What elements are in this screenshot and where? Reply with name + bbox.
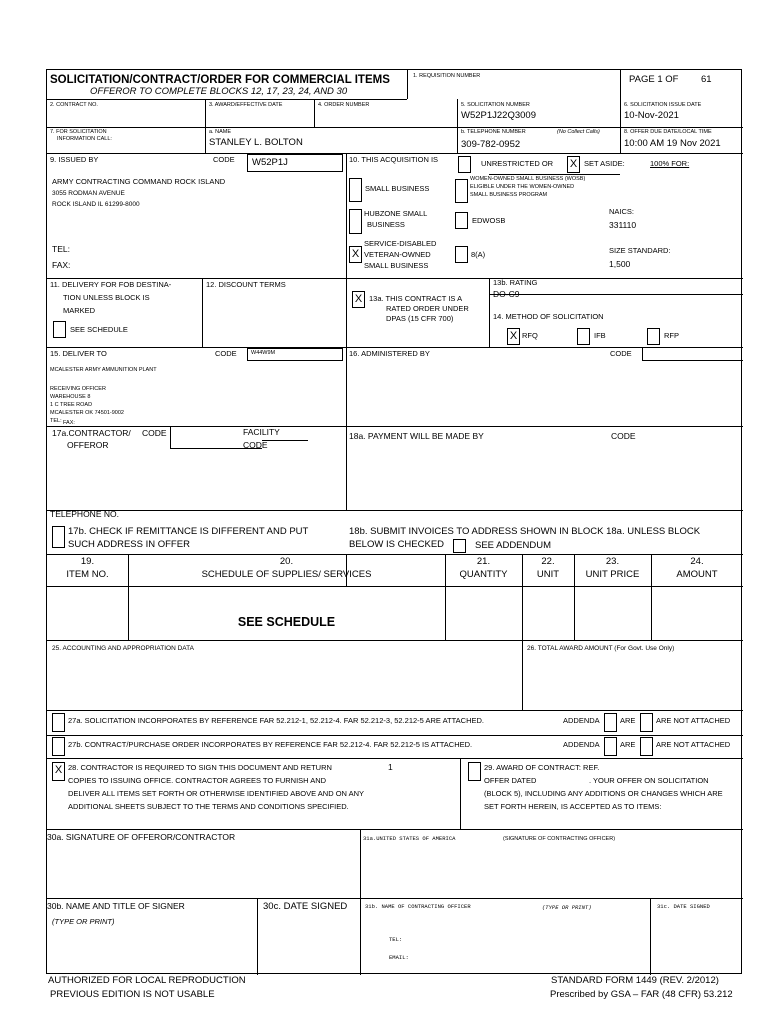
contact-telephone: 309-782-0952	[461, 139, 521, 150]
deliver-line-1: MCALESTER ARMY AMMUNITION PLANT	[50, 367, 157, 373]
col-24-number: 24.	[690, 556, 704, 567]
award-line-4: SET FORTH HEREIN, IS ACCEPTED AS TO ITEMS:	[484, 802, 662, 811]
rfp-label: RFP	[664, 331, 679, 340]
deliver-code-box	[247, 348, 343, 361]
facility-label-2: CODE	[243, 440, 268, 450]
payment-code-label: CODE	[611, 431, 636, 441]
contractor-sign-checkbox[interactable]: X	[52, 762, 65, 781]
offer-due-label: 8. OFFER DUE DATE/LOCAL TIME	[624, 129, 712, 135]
administered-by-label: 16. ADMINISTERED BY	[349, 349, 430, 358]
deliver-code: W44W9M	[251, 350, 276, 356]
sdvosb-label-3: SMALL BUSINESS	[364, 261, 429, 270]
award-line-3: (BLOCK 5), INCLUDING ANY ADDITIONS OR CHANGES WHICH ARE	[484, 789, 723, 798]
deliver-line-7: FAX:	[63, 420, 75, 426]
contact-name: STANLEY L. BOLTON	[209, 137, 303, 148]
col-21-number: 21.	[476, 556, 491, 567]
solicitation-info-label-2: INFORMATION CALL:	[57, 136, 112, 142]
contractor-sign-line-3: DELIVER ALL ITEMS SET FORTH OR OTHERWISE IDENTIFIED ABOVE AND ON ANY	[68, 789, 365, 798]
deliver-to-label: 15. DELIVER TO	[50, 349, 107, 358]
co-signature-label: (SIGNATURE OF CONTRACTING OFFICER)	[503, 836, 616, 842]
total-award-label: 26. TOTAL AWARD AMOUNT (For Govt. Use Only)	[527, 645, 675, 652]
col-schedule: SCHEDULE OF SUPPLIES/ SERVICES	[201, 569, 372, 580]
naics-label: NAICS:	[609, 207, 635, 216]
footer-previous-edition: PREVIOUS EDITION IS NOT USABLE	[50, 989, 215, 1000]
edwosb-checkbox[interactable]	[455, 212, 468, 229]
deliver-code-label: CODE	[215, 349, 237, 358]
page-label: PAGE 1 OF	[629, 74, 679, 85]
rfq-checkbox[interactable]: X	[507, 328, 520, 345]
rated-order-label-3: DPAS (15 CFR 700)	[386, 314, 454, 323]
ifb-label: IFB	[594, 331, 606, 340]
type-or-print-label-2: (TYPE OR PRINT)	[542, 904, 592, 911]
issuer-line-3: ROCK ISLAND IL 61299-8000	[52, 201, 140, 208]
issued-code-label: CODE	[213, 155, 235, 164]
solicitation-incorporates-label: 27a. SOLICITATION INCORPORATES BY REFERENCE FAR 52.212-1, 52.212-4. FAR 52.212-3, 52.212-5 ARE ATTACHED.	[68, 716, 484, 725]
rating-value: DO-C9	[493, 289, 520, 299]
contractor-sign-line-1: 28. CONTRACTOR IS REQUIRED TO SIGN THIS DOCUMENT AND RETURN	[68, 763, 332, 772]
contractor-sign-line-2: COPIES TO ISSUING OFFICE. CONTRACTOR AGREES TO FURNISH AND	[68, 776, 327, 785]
col-unit-price: UNIT PRICE	[585, 569, 640, 580]
addenda-are-label-a: ARE	[620, 716, 636, 725]
col-quantity: QUANTITY	[459, 569, 508, 580]
col-20-number: 20.	[279, 556, 294, 567]
naics-code: 331110	[609, 220, 637, 230]
remittance-label-1: 17b. CHECK IF REMITTANCE IS DIFFERENT AND PUT	[68, 526, 309, 537]
solicitation-incorporates-checkbox[interactable]	[52, 713, 65, 732]
offeror-signature-label: 30a. SIGNATURE OF OFFEROR/CONTRACTOR	[47, 832, 236, 842]
contractor-label-2: OFFEROR	[67, 440, 109, 450]
administered-code-box	[642, 347, 743, 361]
contractor-code-label: CODE	[142, 428, 167, 438]
hubzone-label-1: HUBZONE SMALL	[364, 209, 428, 218]
wosb-label-1: WOMEN-OWNED SMALL BUSINESS (WOSB)	[470, 176, 586, 182]
signer-name-label: 30b. NAME AND TITLE OF SIGNER	[47, 901, 185, 911]
small-business-checkbox[interactable]	[349, 178, 362, 202]
small-business-label: SMALL BUSINESS	[365, 184, 430, 193]
administered-code-label: CODE	[610, 349, 632, 358]
rated-order-label-2: RATED ORDER UNDER	[386, 304, 469, 313]
deliver-line-3: WAREHOUSE 8	[50, 394, 91, 400]
wosb-label-3: SMALL BUSINESS PROGRAM	[470, 192, 548, 198]
wosb-label-2: ELIGIBLE UNDER THE WOMEN-OWNED	[470, 184, 575, 190]
acquisition-label: 10. THIS ACQUISITION IS	[349, 155, 439, 164]
col-item-no: ITEM NO.	[66, 569, 109, 580]
sf1449-form	[46, 69, 742, 974]
type-or-print-label: (TYPE OR PRINT)	[52, 917, 115, 926]
contracting-officer-name-label: 31b. NAME OF CONTRACTING OFFICER	[365, 903, 471, 910]
rated-order-label-1: 13a. THIS CONTRACT IS A	[369, 294, 463, 303]
requisition-label: 1. REQUISITION NUMBER	[413, 73, 481, 79]
footer-prescribed: Prescribed by GSA – FAR (48 CFR) 53.212	[550, 989, 733, 1000]
solicitation-info-label: 7. FOR SOLICITATION	[50, 129, 107, 135]
issuer-line-2: 3055 RODMAN AVENUE	[52, 190, 125, 197]
invoice-label-2: BELOW IS CHECKED	[349, 539, 445, 550]
sdvosb-label-1: SERVICE-DISABLED	[364, 239, 437, 248]
award-date-label: 3. AWARD/EFFECTIVE DATE	[209, 102, 283, 108]
addendum-label: SEE ADDENDUM	[475, 540, 552, 551]
copies-count: 1	[388, 762, 393, 772]
edwosb-label: EDWOSB	[472, 216, 506, 225]
set-aside-checkbox[interactable]: X	[567, 156, 580, 173]
unrestricted-label: UNRESTRICTED OR	[481, 159, 554, 168]
name-label: a. NAME	[209, 129, 232, 135]
addenda-are-not-checkbox-a[interactable]	[640, 713, 653, 732]
remittance-label-2: SUCH ADDRESS IN OFFER	[68, 539, 190, 550]
delivery-label-1: 11. DELIVERY FOR FOB DESTINA-	[50, 280, 172, 289]
award-line-1: 29. AWARD OF CONTRACT: REF.	[484, 763, 600, 772]
purchase-order-incorporates-label: 27b. CONTRACT/PURCHASE ORDER INCORPORATES BY REFERENCE FAR 52.212-4. FAR 52.212-5 IS ATTACHED.	[68, 740, 473, 749]
eight-a-label: 8(A)	[471, 250, 486, 259]
remittance-checkbox[interactable]	[52, 526, 65, 548]
offer-due-date: 10:00 AM 19 Nov 2021	[624, 138, 721, 149]
rfp-checkbox[interactable]	[647, 328, 660, 345]
issue-date: 10-Nov-2021	[624, 110, 679, 121]
col-22-number: 22.	[541, 556, 555, 567]
addenda-are-checkbox-b[interactable]	[604, 737, 617, 756]
award-line-2a: OFFER DATED	[484, 776, 537, 785]
delivery-label-3: MARKED	[63, 306, 96, 315]
size-standard-label: SIZE STANDARD:	[609, 246, 671, 255]
discount-terms-label: 12. DISCOUNT TERMS	[206, 280, 286, 289]
date-signed-label: 30c. DATE SIGNED	[263, 901, 348, 912]
addenda-are-not-label-b: ARE NOT ATTACHED	[656, 740, 731, 749]
award-line-2b: . YOUR OFFER ON SOLICITATION	[589, 776, 709, 785]
see-schedule-text: SEE SCHEDULE	[237, 615, 336, 629]
wosb-checkbox[interactable]	[455, 179, 468, 203]
eight-a-checkbox[interactable]	[455, 246, 468, 263]
solicitation-number: W52P1J22Q3009	[461, 110, 536, 121]
form-subtitle: OFFEROR TO COMPLETE BLOCKS 12, 17, 23, 24, AND 30	[90, 86, 348, 97]
facility-label-1: FACILITY	[243, 427, 280, 437]
solicitation-number-label: 5. SOLICITATION NUMBER	[461, 102, 530, 108]
deliver-line-2: RECEIVING OFFICER	[50, 386, 106, 392]
addenda-are-label-b: ARE	[620, 740, 636, 749]
invoice-label-1: 18b. SUBMIT INVOICES TO ADDRESS SHOWN IN BLOCK 18a. UNLESS BLOCK	[349, 526, 701, 537]
rfq-label: RFQ	[522, 331, 538, 340]
see-schedule-checkbox[interactable]	[53, 321, 66, 338]
rating-label: 13b. RATING	[493, 278, 538, 287]
addenda-are-not-checkbox-b[interactable]	[640, 737, 653, 756]
issuer-line-1: ARMY CONTRACTING COMMAND ROCK ISLAND	[52, 177, 226, 186]
set-aside-label: SET ASIDE:	[584, 159, 625, 168]
sdvosb-checkbox[interactable]: X	[349, 246, 362, 263]
deliver-line-5: MCALESTER OK 74501-9002	[50, 410, 124, 416]
co-date-signed-label: 31c. DATE SIGNED	[657, 903, 710, 910]
payment-label: 18a. PAYMENT WILL BE MADE BY	[349, 431, 484, 441]
addenda-label-b: ADDENDA	[563, 740, 600, 749]
see-schedule-label: SEE SCHEDULE	[70, 325, 128, 334]
col-unit: UNIT	[536, 569, 560, 580]
form-title: SOLICITATION/CONTRACT/ORDER FOR COMMERCIAL ITEMS	[50, 74, 390, 86]
issue-date-label: 6. SOLICITATION ISSUE DATE	[624, 102, 702, 108]
unrestricted-checkbox[interactable]	[458, 156, 471, 173]
telephone-no-label: TELEPHONE NO.	[50, 509, 119, 519]
method-label: 14. METHOD OF SOLICITATION	[493, 312, 604, 321]
issuer-fax: FAX:	[52, 260, 71, 270]
addenda-are-checkbox-a[interactable]	[604, 713, 617, 732]
contract-no-label: 2. CONTRACT NO.	[50, 102, 98, 108]
footer-authorized: AUTHORIZED FOR LOCAL REPRODUCTION	[48, 975, 246, 986]
rated-order-checkbox[interactable]: X	[352, 291, 365, 308]
delivery-label-2: TION UNLESS BLOCK IS	[63, 293, 150, 302]
co-tel-label: TEL:	[389, 936, 403, 943]
addenda-are-not-label-a: ARE NOT ATTACHED	[656, 716, 731, 725]
addenda-label-a: ADDENDA	[563, 716, 600, 725]
hubzone-label-2: BUSINESS	[367, 220, 405, 229]
co-email-label: EMAIL:	[389, 954, 409, 961]
telephone-label: b. TELEPHONE NUMBER	[461, 129, 526, 135]
award-checkbox[interactable]	[468, 762, 481, 781]
page-total: 61	[701, 74, 712, 85]
deliver-line-6: TEL:	[50, 418, 62, 424]
set-aside-percent: 100% FOR:	[650, 159, 690, 168]
col-amount: AMOUNT	[676, 569, 718, 580]
issued-by-label: 9. ISSUED BY	[50, 155, 99, 164]
sdvosb-label-2: VETERAN-OWNED	[364, 250, 431, 259]
purchase-order-incorporates-checkbox[interactable]	[52, 737, 65, 756]
issued-code: W52P1J	[252, 157, 288, 168]
no-collect-note: (No Collect Calls)	[557, 129, 600, 135]
united-states-label: 31a.UNITED STATES OF AMERICA	[363, 835, 456, 842]
issued-code-box	[247, 154, 343, 172]
issuer-tel: TEL:	[52, 244, 70, 254]
accounting-label: 25. ACCOUNTING AND APPROPRIATION DATA	[52, 645, 194, 652]
col-23-number: 23.	[605, 556, 620, 567]
contractor-sign-line-4: ADDITIONAL SHEETS SUBJECT TO THE TERMS AND CONDITIONS SPECIFIED.	[68, 802, 349, 811]
size-standard: 1,500	[609, 259, 631, 269]
order-number-label: 4. ORDER NUMBER	[318, 102, 370, 108]
contractor-label-1: 17a.CONTRACTOR/	[52, 428, 131, 438]
ifb-checkbox[interactable]	[577, 328, 590, 345]
footer-form-number: STANDARD FORM 1449 (REV. 2/2012)	[551, 975, 719, 986]
deliver-line-4: 1 C TREE ROAD	[50, 402, 93, 408]
col-19-number: 19.	[80, 556, 95, 567]
hubzone-checkbox[interactable]	[349, 209, 362, 234]
addendum-checkbox[interactable]	[453, 539, 466, 553]
